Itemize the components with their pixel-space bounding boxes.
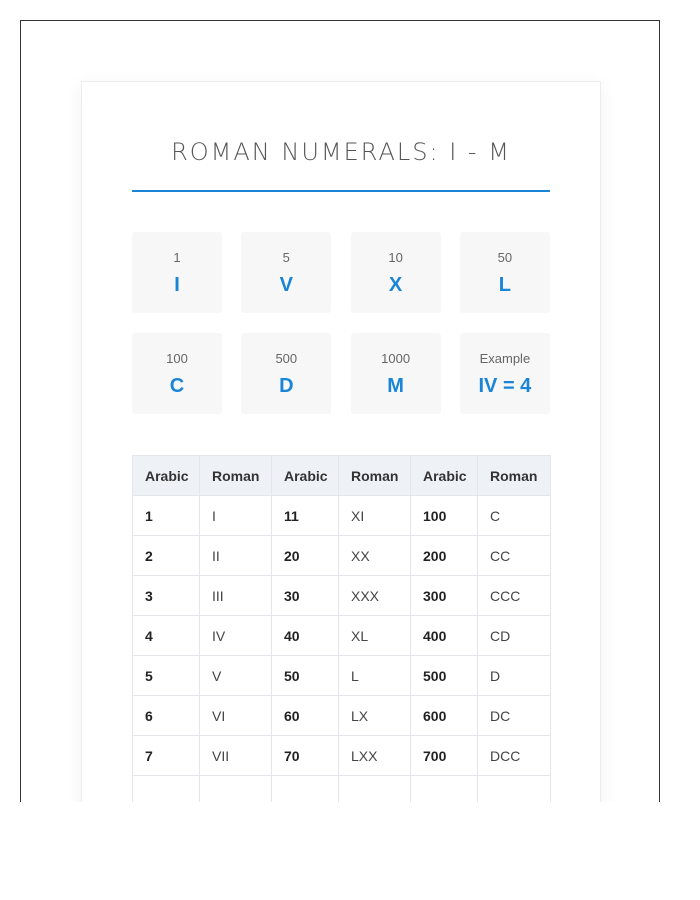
tile-value: 1	[173, 250, 181, 265]
arabic-cell: 500	[411, 656, 478, 696]
roman-cell: CD	[478, 616, 551, 656]
table-row	[133, 736, 551, 776]
tile-value: 5	[282, 250, 290, 265]
tile-symbol: V	[279, 274, 293, 296]
arabic-cell: 1	[133, 496, 200, 536]
table-row	[133, 656, 551, 696]
roman-cell: XXX	[339, 576, 411, 616]
tile-thousand	[351, 333, 441, 414]
table-row	[133, 616, 551, 656]
arabic-cell: 600	[411, 696, 478, 736]
tile-value: Example	[479, 351, 531, 366]
tile-one	[132, 232, 222, 313]
title-underline	[132, 190, 550, 192]
tile-symbol: D	[279, 375, 294, 397]
arabic-cell	[133, 776, 200, 803]
tile-five	[241, 232, 331, 313]
tile-value: 100	[166, 351, 188, 366]
table-row	[133, 536, 551, 576]
table-row	[133, 496, 551, 536]
tile-five-hundred	[241, 333, 331, 414]
roman-cell: L	[339, 656, 411, 696]
table-header-row	[133, 456, 551, 496]
content-card	[81, 81, 601, 802]
roman-cell: LX	[339, 696, 411, 736]
roman-cell: V	[200, 656, 272, 696]
numeral-tiles	[132, 232, 550, 414]
arabic-cell: 50	[272, 656, 339, 696]
column-header: Roman	[478, 456, 551, 496]
arabic-cell: 70	[272, 736, 339, 776]
arabic-cell: 300	[411, 576, 478, 616]
tile-symbol: M	[387, 375, 404, 397]
tile-symbol: I	[174, 274, 180, 296]
roman-cell: III	[200, 576, 272, 616]
numeral-table-wrapper	[132, 455, 550, 802]
numeral-table	[132, 455, 551, 802]
roman-cell	[339, 776, 411, 803]
roman-cell: IV	[200, 616, 272, 656]
tile-value: 1000	[381, 351, 411, 366]
roman-cell: XI	[339, 496, 411, 536]
tile-symbol: X	[388, 274, 403, 296]
table-row	[133, 696, 551, 736]
tile-value: 50	[497, 250, 513, 265]
roman-cell	[478, 776, 551, 803]
table-row	[133, 576, 551, 616]
roman-cell: I	[200, 496, 272, 536]
roman-cell: VII	[200, 736, 272, 776]
column-header: Arabic	[272, 456, 339, 496]
roman-cell: CC	[478, 536, 551, 576]
arabic-cell: 100	[411, 496, 478, 536]
tile-symbol: C	[169, 375, 185, 397]
roman-cell: XX	[339, 536, 411, 576]
arabic-cell: 30	[272, 576, 339, 616]
arabic-cell: 700	[411, 736, 478, 776]
arabic-cell	[411, 776, 478, 803]
arabic-cell: 6	[133, 696, 200, 736]
tile-hundred	[132, 333, 222, 414]
tile-ten	[351, 232, 441, 313]
arabic-cell: 60	[272, 696, 339, 736]
roman-cell: CCC	[478, 576, 551, 616]
roman-cell: LXX	[339, 736, 411, 776]
column-header: Roman	[200, 456, 272, 496]
roman-cell: XL	[339, 616, 411, 656]
tile-value: 10	[388, 250, 403, 265]
tile-fifty	[460, 232, 550, 313]
roman-cell: DC	[478, 696, 551, 736]
tile-symbol: L	[498, 274, 511, 296]
arabic-cell: 200	[411, 536, 478, 576]
roman-cell: II	[200, 536, 272, 576]
page-frame	[20, 20, 660, 802]
roman-cell: D	[478, 656, 551, 696]
arabic-cell: 20	[272, 536, 339, 576]
roman-cell: VI	[200, 696, 272, 736]
arabic-cell: 3	[133, 576, 200, 616]
tile-symbol: IV = 4	[478, 375, 532, 397]
tile-value: 500	[275, 351, 298, 366]
arabic-cell: 4	[133, 616, 200, 656]
tile-example	[460, 333, 550, 414]
arabic-cell: 11	[272, 496, 339, 536]
table-row	[133, 776, 551, 803]
roman-cell: DCC	[478, 736, 551, 776]
arabic-cell: 5	[133, 656, 200, 696]
page-title: ROMAN NUMERALS: I - M	[171, 138, 511, 166]
roman-cell: C	[478, 496, 551, 536]
arabic-cell: 7	[133, 736, 200, 776]
arabic-cell: 2	[133, 536, 200, 576]
column-header: Arabic	[411, 456, 478, 496]
column-header: Arabic	[133, 456, 200, 496]
arabic-cell: 40	[272, 616, 339, 656]
arabic-cell	[272, 776, 339, 803]
arabic-cell: 400	[411, 616, 478, 656]
roman-cell	[200, 776, 272, 803]
column-header: Roman	[339, 456, 411, 496]
